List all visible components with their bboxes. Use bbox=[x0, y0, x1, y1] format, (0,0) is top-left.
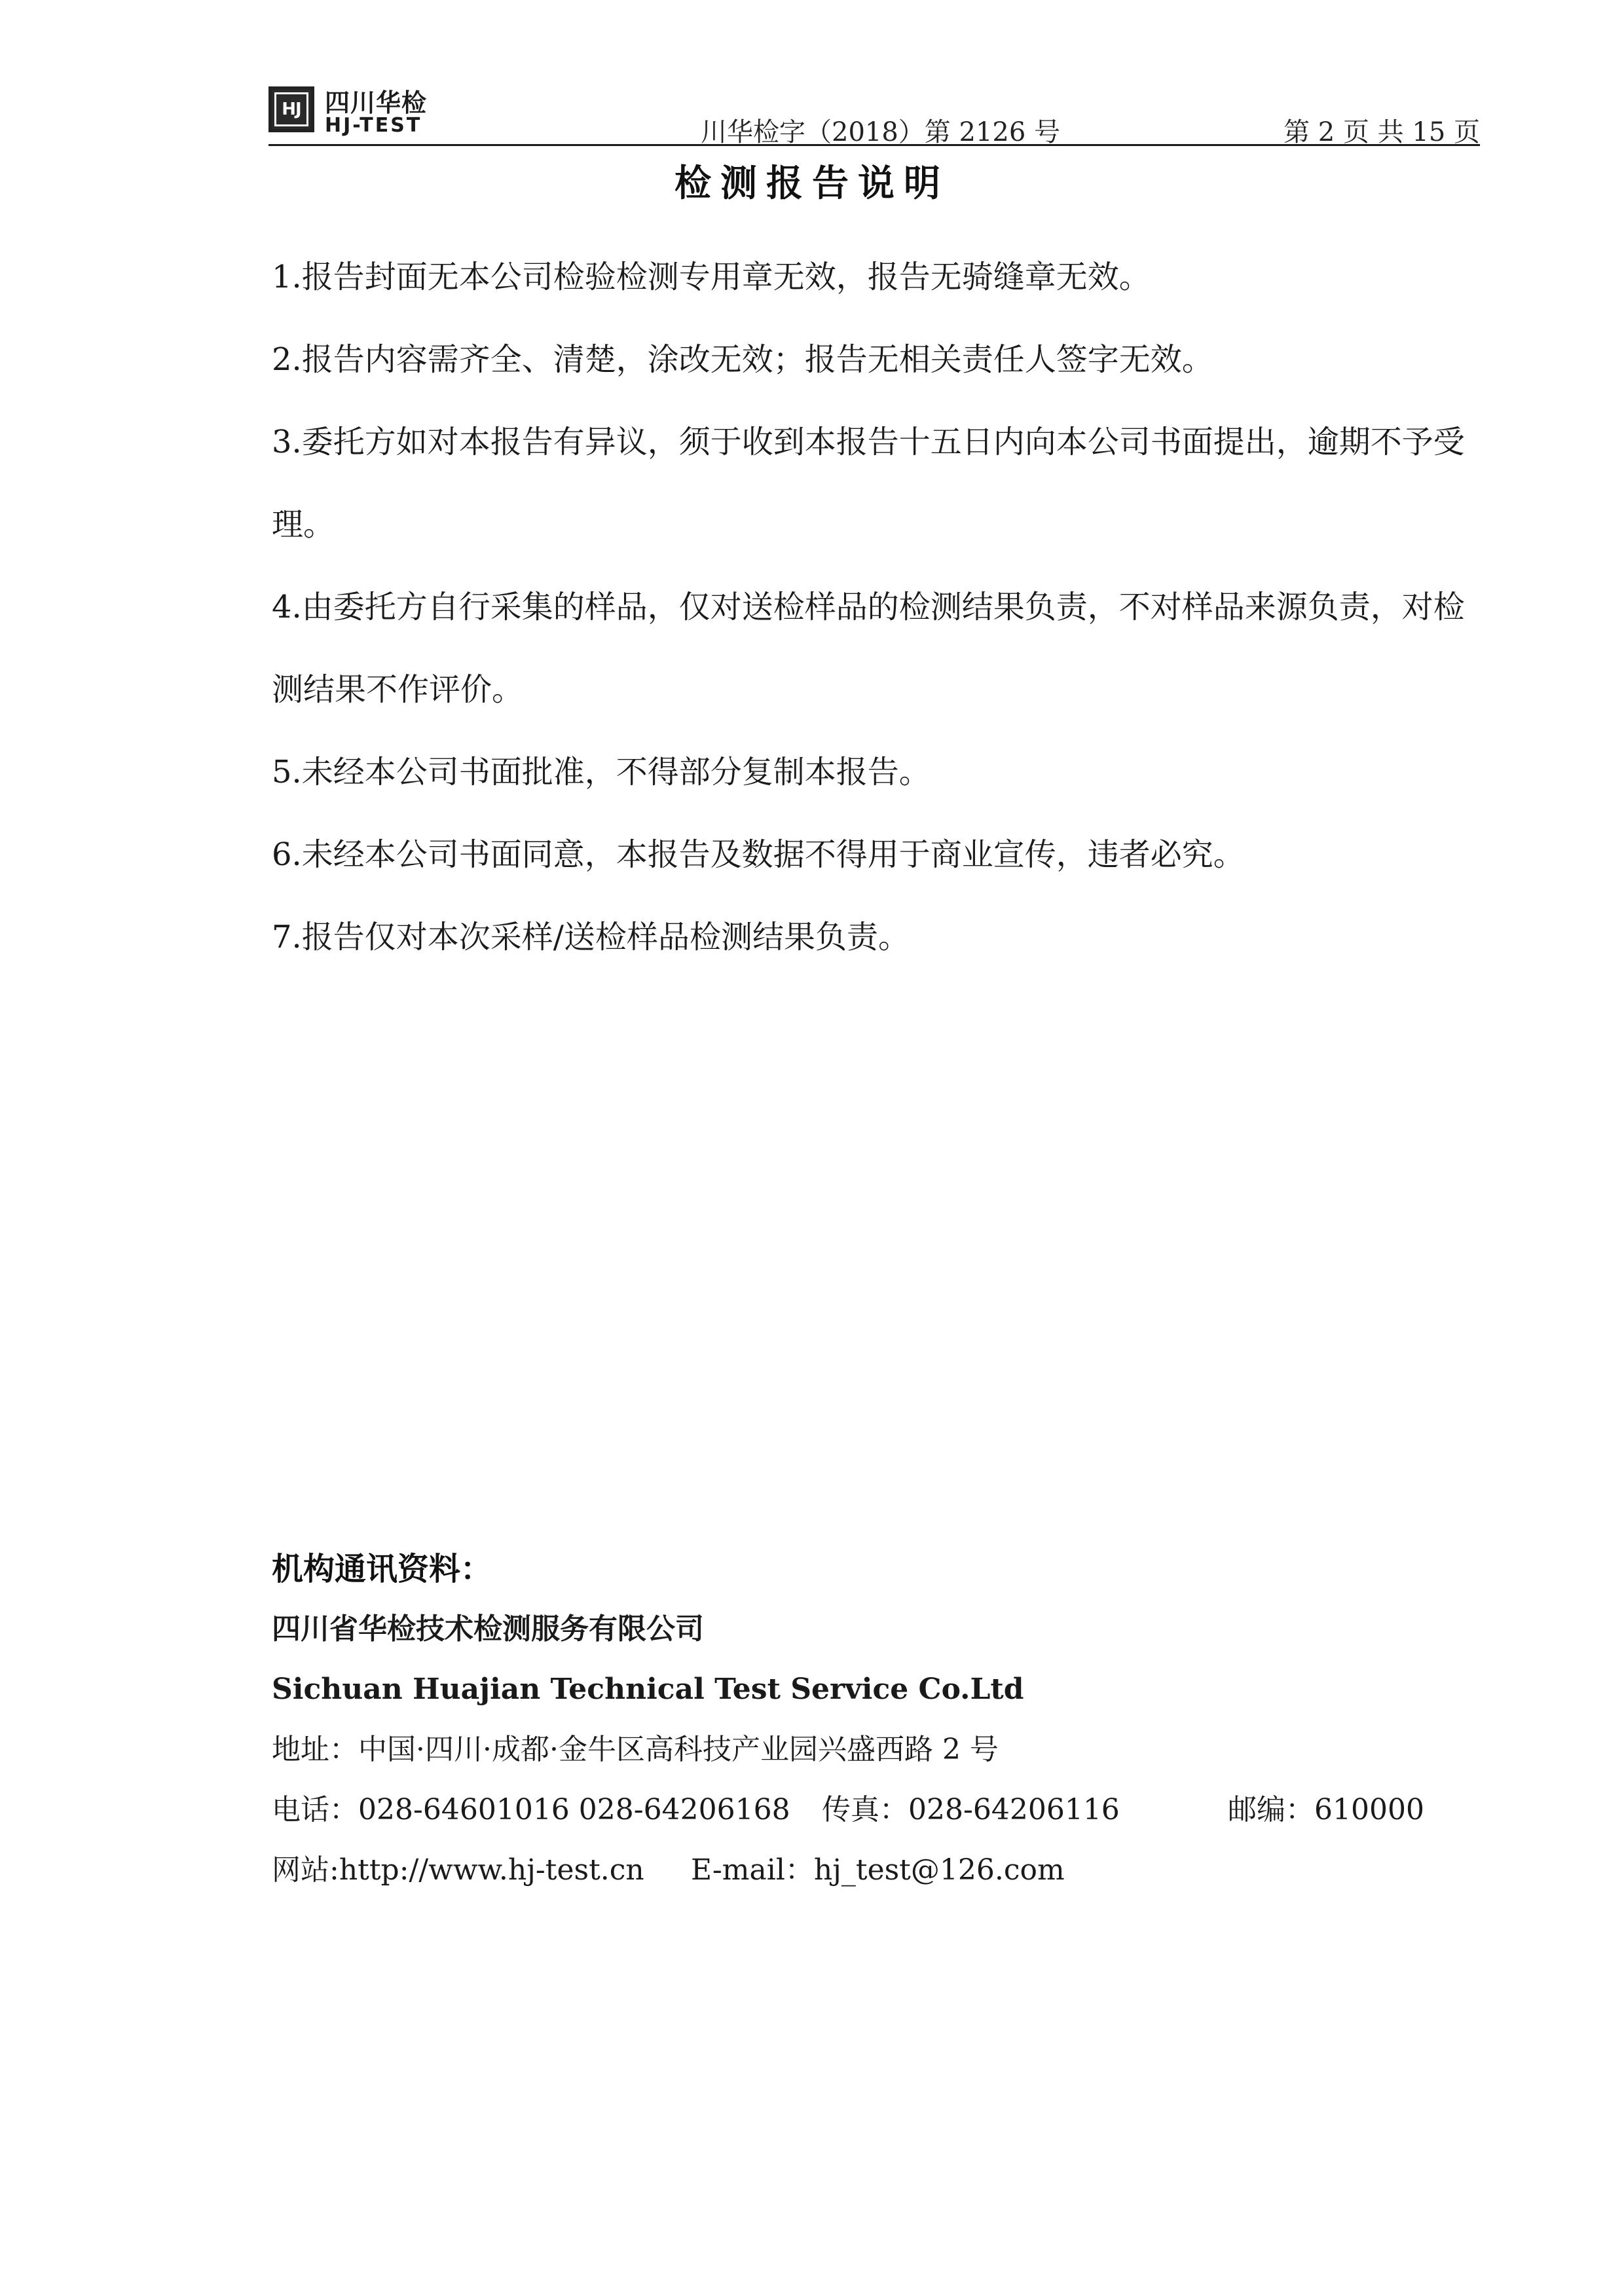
page-number: 第 2 页 共 15 页 bbox=[1283, 117, 1480, 147]
page-title: 检测报告说明 bbox=[674, 162, 950, 205]
company-chinese-name: 四川省华检技术检测服务有限公司 bbox=[272, 1612, 704, 1646]
header-divider bbox=[268, 144, 1480, 146]
note-item: 4.由委托方自行采集的样品，仅对送检样品的检测结果负责，不对样品来源负责，对检测结果不作评价。 bbox=[272, 589, 1465, 708]
report-notes-list bbox=[272, 236, 1483, 978]
logo-mark bbox=[268, 86, 314, 132]
company-english-name: Sichuan Huajian Technical Test Service Co.Ltd bbox=[272, 1673, 1024, 1706]
website-link[interactable]: 网站:http://www.hj-test.cn bbox=[272, 1853, 644, 1887]
contact-numbers-row bbox=[272, 1780, 1483, 1840]
web-contact-row bbox=[272, 1840, 1483, 1900]
page-header bbox=[268, 77, 1480, 147]
logo-chinese-name: 四川华检 bbox=[325, 88, 428, 117]
note-item: 6.未经本公司书面同意，本报告及数据不得用于商业宣传，违者必究。 bbox=[272, 836, 1245, 873]
logo-english-name: HJ-TEST bbox=[325, 114, 422, 137]
note-item: 1.报告封面无本公司检验检测专用章无效，报告无骑缝章无效。 bbox=[272, 259, 1151, 295]
email-link[interactable]: E-mail：hj_test@126.com bbox=[691, 1853, 1065, 1887]
fax-number: 传真：028-64206116 bbox=[822, 1793, 1120, 1826]
contact-heading: 机构通讯资料： bbox=[272, 1551, 492, 1587]
note-item: 5.未经本公司书面批准，不得部分复制本报告。 bbox=[272, 754, 931, 790]
address: 地址：中国·四川·成都·金牛区高科技产业园兴盛西路 2 号 bbox=[272, 1733, 999, 1766]
note-item: 2.报告内容需齐全、清楚，涂改无效；报告无相关责任人签字无效。 bbox=[272, 341, 1213, 378]
postcode: 邮编：610000 bbox=[1228, 1793, 1424, 1826]
note-item: 7.报告仅对本次采样/送检样品检测结果负责。 bbox=[272, 919, 910, 955]
contact-info bbox=[272, 1539, 1483, 1900]
company-logo bbox=[268, 83, 465, 138]
note-item: 3.委托方如对本报告有异议，须于收到本报告十五日内向本公司书面提出，逾期不予受理。 bbox=[272, 424, 1465, 543]
report-number: 川华检字（2018）第 2126 号 bbox=[701, 117, 1061, 147]
logo-mark-text: HJ bbox=[274, 92, 308, 126]
phone-numbers: 电话：028-64601016 028-64206168 bbox=[272, 1793, 790, 1826]
